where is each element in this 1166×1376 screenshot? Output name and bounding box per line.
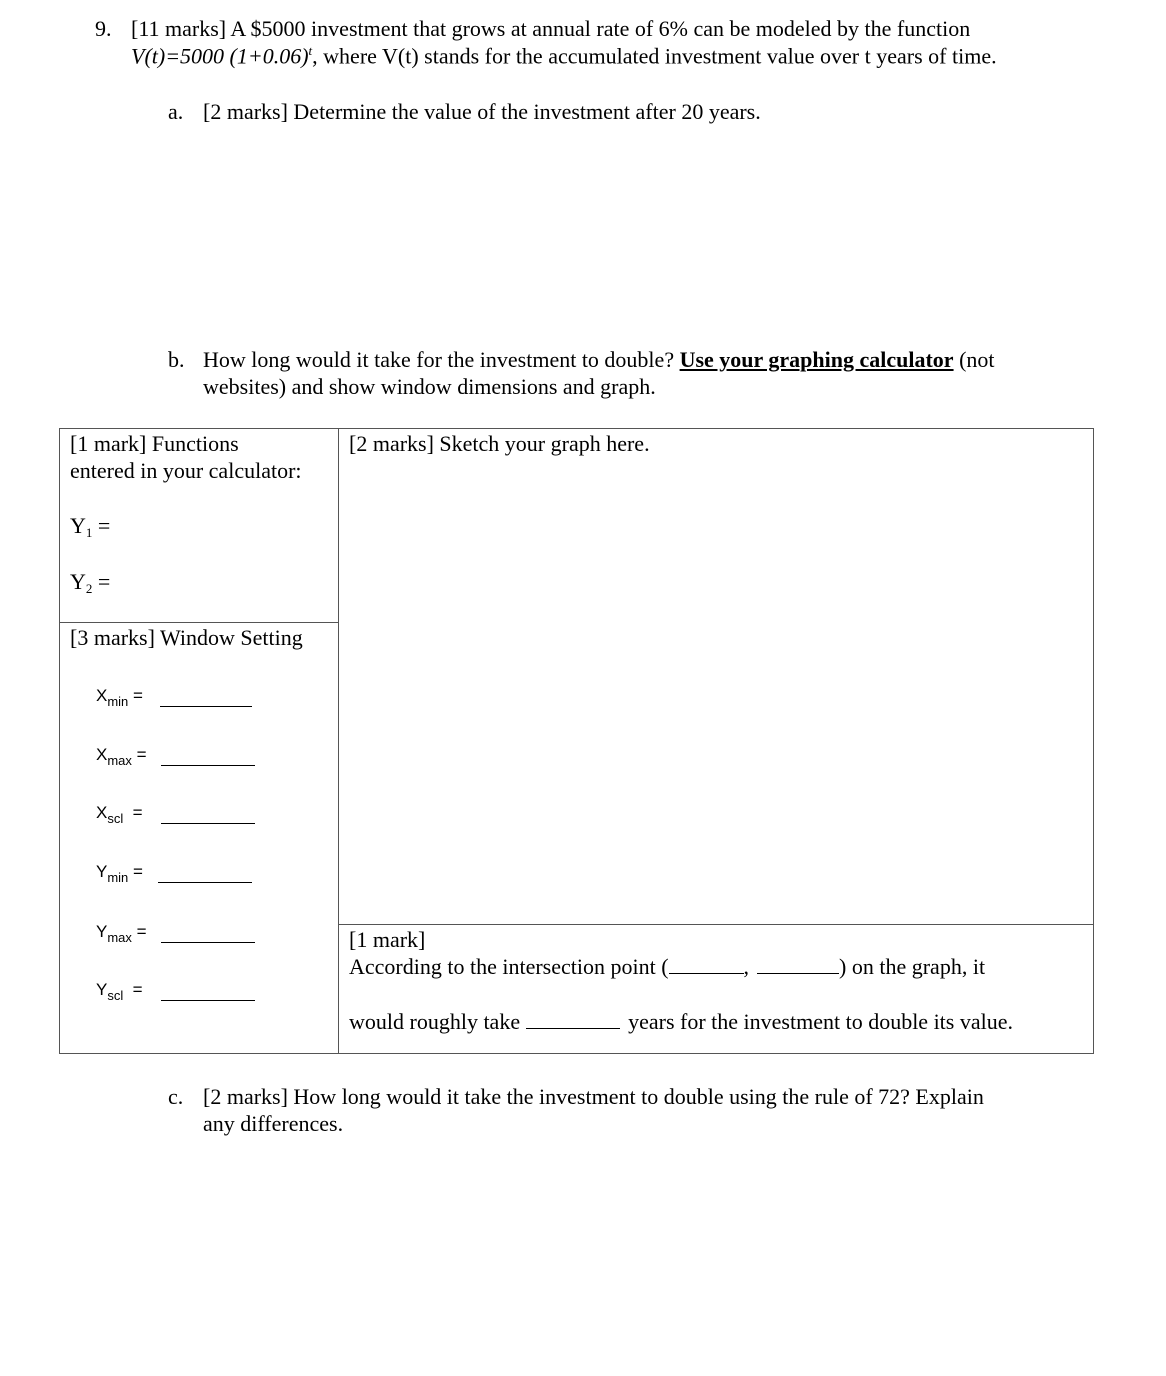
y1-equals: = (92, 513, 111, 538)
ymax-label: Y (96, 922, 108, 941)
y1-subscript: 1 (85, 525, 93, 540)
part-b-text-after: (not (953, 347, 995, 372)
yscl-sub: scl (107, 988, 124, 1003)
part-a-text: [2 marks] Determine the value of the investment after 20 years. (203, 99, 761, 124)
double-line (349, 1009, 1013, 1035)
part-b-line-2: websites) and show window dimensions and graph. (203, 374, 656, 399)
yscl-equals: = (123, 980, 143, 999)
y2-subscript: 2 (85, 581, 93, 596)
graphing-calculator-emphasis: Use your graphing calculator (679, 347, 954, 372)
intersection-marks: [1 mark] (349, 927, 426, 952)
xmin-blank[interactable] (160, 690, 252, 707)
xmax-equals: = (131, 745, 147, 764)
functions-header-line-2: entered in your calculator: (70, 458, 302, 483)
double-text-1: would roughly take (349, 1009, 521, 1034)
intersection-y-blank[interactable] (757, 957, 839, 974)
ymax-blank[interactable] (161, 926, 255, 943)
question-line-2 (131, 43, 997, 69)
xmax-blank[interactable] (161, 749, 255, 766)
intersection-line (349, 954, 985, 980)
xmin-sub: min (107, 694, 129, 709)
intersection-text-2: ) on the graph, it (839, 954, 986, 979)
xmin-label: X (96, 686, 108, 705)
ymax-row (96, 922, 147, 945)
sketch-graph-area[interactable] (338, 428, 1094, 925)
yscl-blank[interactable] (161, 984, 255, 1001)
xmax-row (96, 745, 147, 768)
double-text-2: years for the investment to double its value. (628, 1009, 1013, 1034)
xmin-row (96, 686, 143, 709)
xscl-blank[interactable] (161, 807, 255, 824)
yscl-label: Y (96, 980, 108, 999)
part-c-line-1: [2 marks] How long would it take the investment to double using the rule of 72? Explain (203, 1084, 984, 1109)
xmax-label: X (96, 745, 108, 764)
window-setting-header: [3 marks] Window Setting (70, 625, 303, 650)
ymin-blank[interactable] (158, 866, 252, 883)
double-years-blank[interactable] (526, 1012, 620, 1029)
part-a-label: a. (168, 99, 184, 124)
y2-equals: = (92, 569, 111, 594)
sketch-header: [2 marks] Sketch your graph here. (349, 431, 650, 456)
part-b-label: b. (168, 347, 185, 372)
part-c-label: c. (168, 1084, 184, 1109)
question-number: 9. (95, 16, 112, 41)
question-line-2-rest: , where V(t) stands for the accumulated investment value over t years of time. (312, 43, 997, 69)
y1-entry[interactable] (70, 513, 110, 541)
y2-label: Y (70, 569, 86, 594)
ymax-sub: max (107, 930, 132, 945)
formula-exponent: t (308, 43, 313, 58)
question-line-1: [11 marks] A $5000 investment that grows at annual rate of 6% can be modeled by the function (131, 16, 971, 41)
y1-label: Y (70, 513, 86, 538)
part-b-line-1 (203, 347, 995, 373)
ymin-sub: min (107, 870, 129, 885)
yscl-row (96, 980, 143, 1003)
xmax-sub: max (107, 753, 132, 768)
functions-header-line-1: [1 mark] Functions (70, 431, 239, 456)
ymin-label: Y (96, 862, 108, 881)
part-b-text-before: How long would it take for the investment to double? (203, 347, 680, 372)
part-c-line-2: any differences. (203, 1111, 344, 1136)
ymax-equals: = (131, 922, 147, 941)
ymin-row (96, 862, 143, 885)
intersection-x-blank[interactable] (669, 957, 744, 974)
y2-entry[interactable] (70, 569, 110, 597)
intersection-comma: , (743, 954, 750, 979)
intersection-text-1: According to the intersection point ( (349, 954, 669, 979)
xscl-sub: scl (107, 811, 124, 826)
ymin-equals: = (128, 862, 143, 881)
formula: V(t)=5000 (1+0.06) (131, 43, 309, 69)
xscl-row (96, 803, 143, 826)
xmin-equals: = (128, 686, 143, 705)
xscl-equals: = (123, 803, 143, 822)
xscl-label: X (96, 803, 108, 822)
